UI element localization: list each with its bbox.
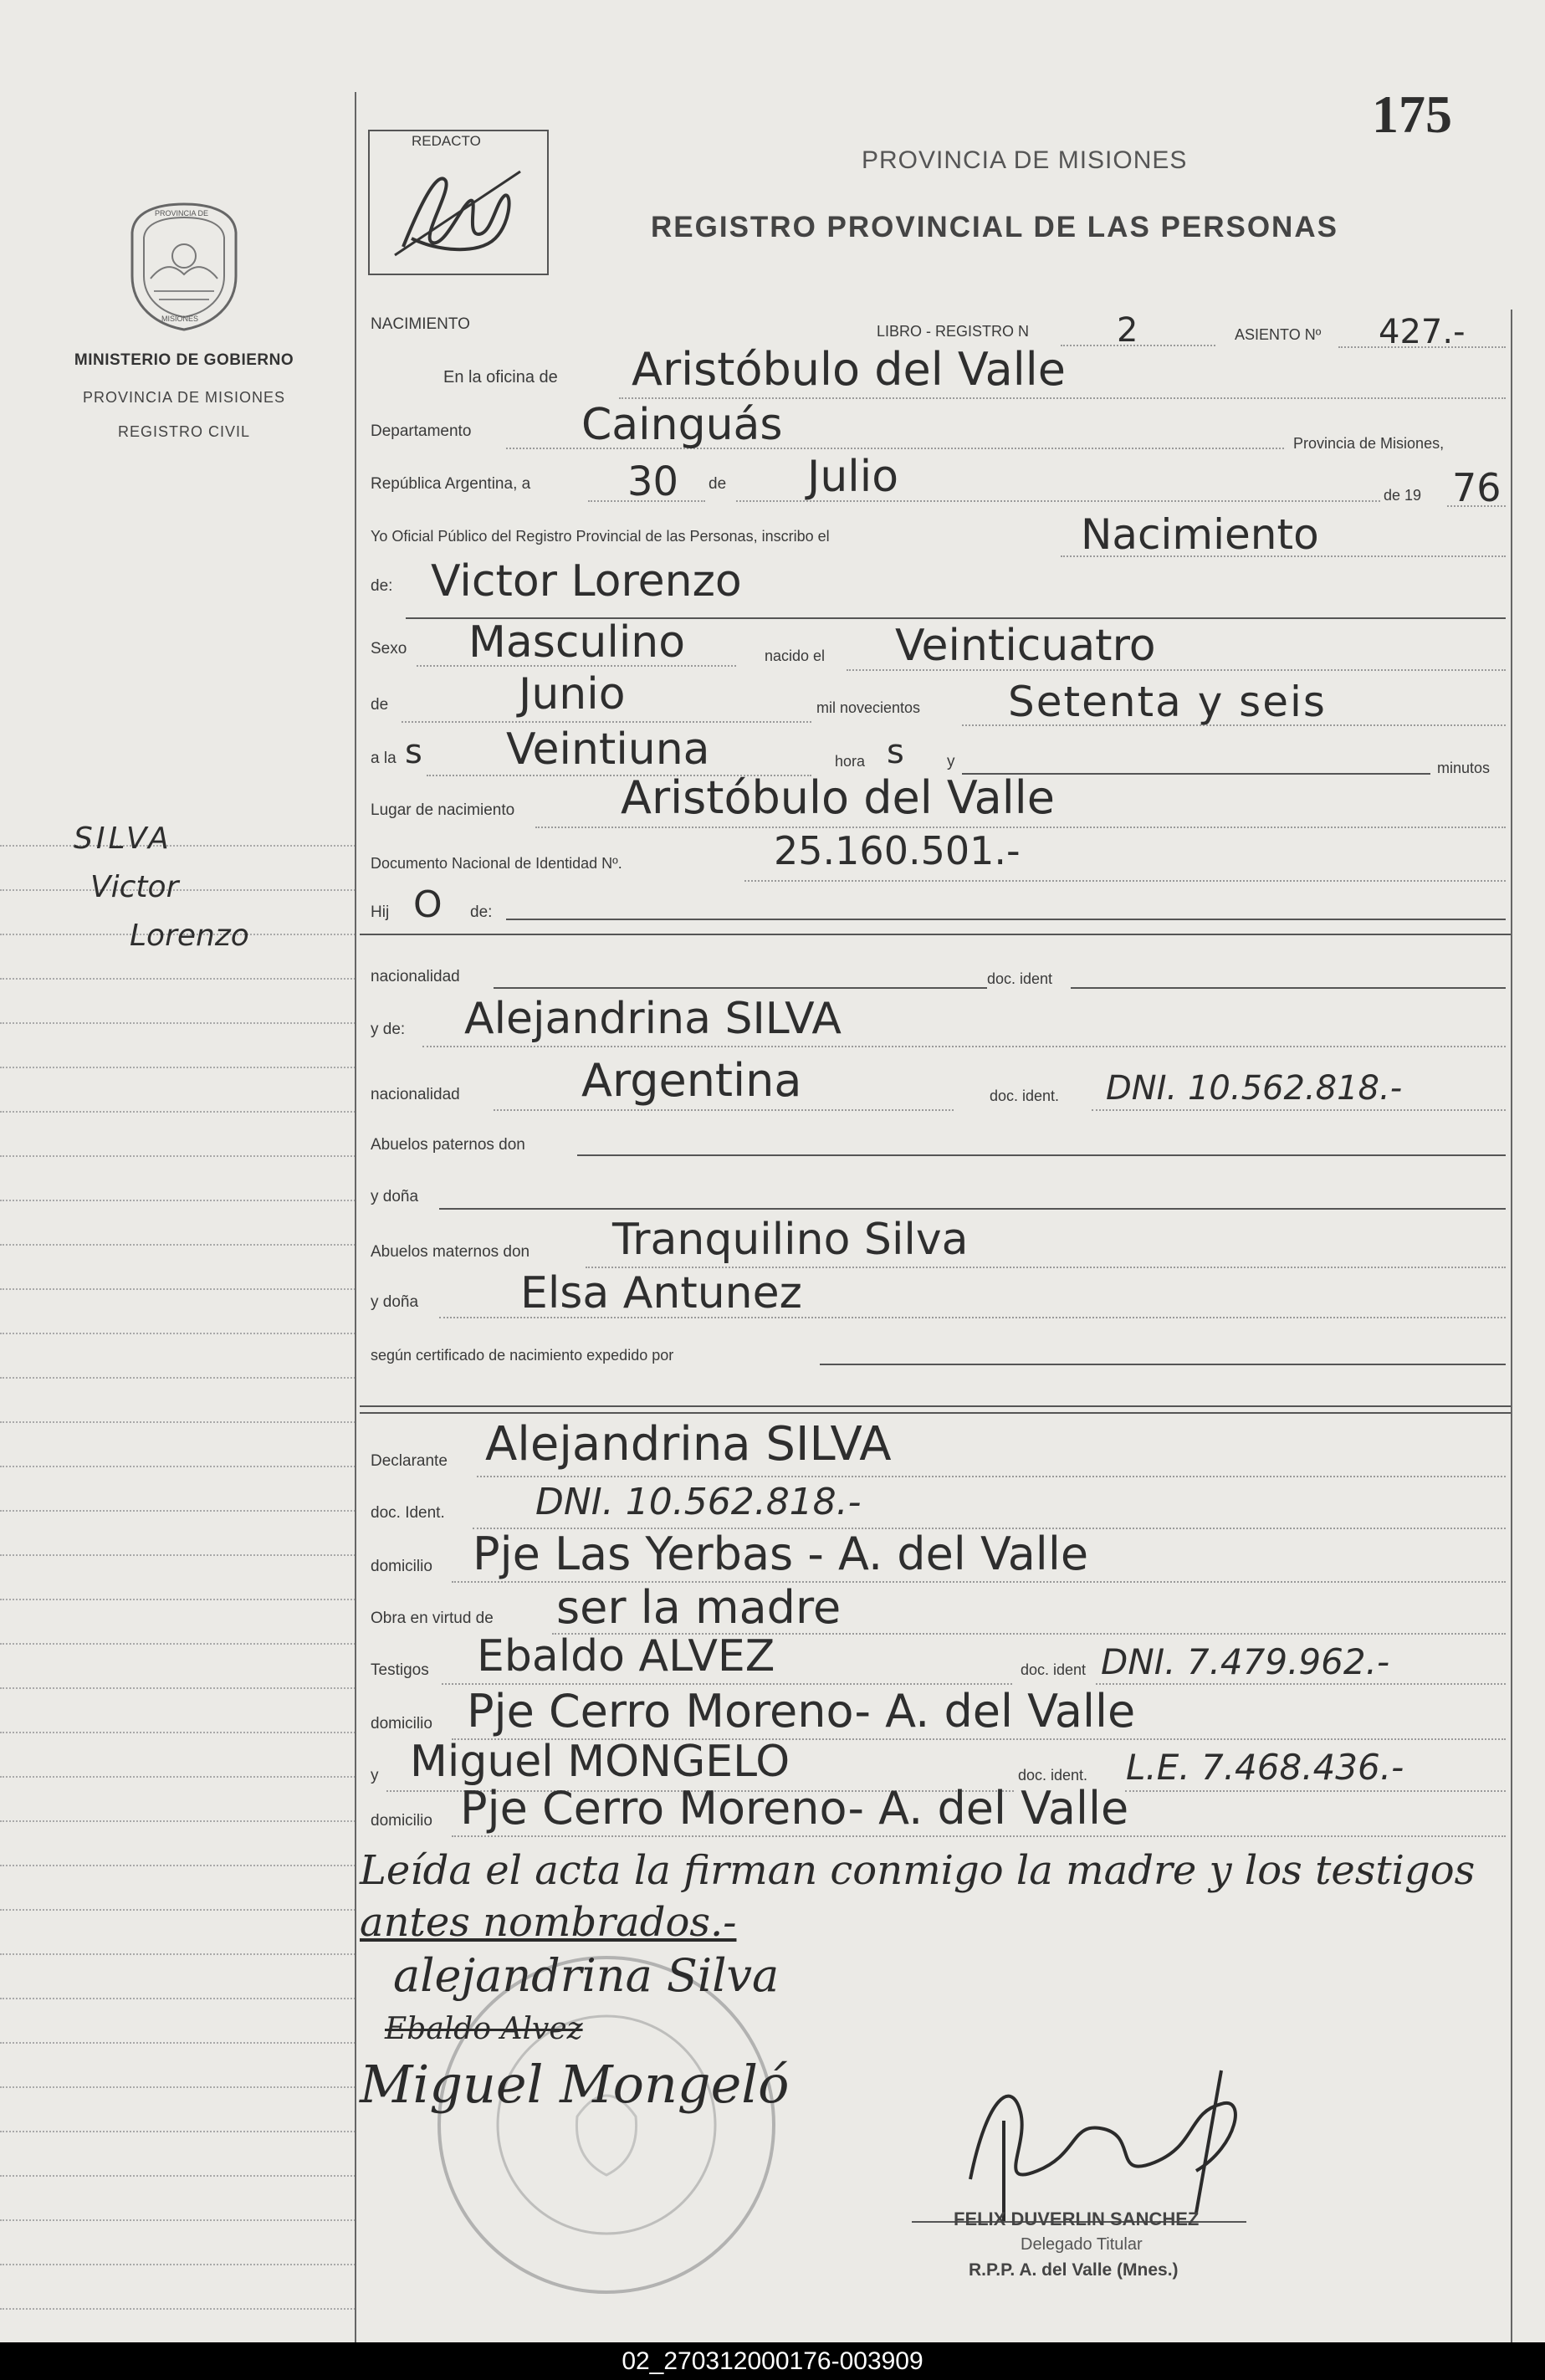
mes-nac-value: Junio xyxy=(519,669,626,719)
seal-top-text: PROVINCIA DE xyxy=(155,209,209,218)
seal-bottom-text: MISIONES xyxy=(161,315,199,323)
domicilio3-label: domicilio xyxy=(371,1812,432,1830)
departamento-value: Cainguás xyxy=(581,400,783,450)
horas-suffix: s xyxy=(887,733,904,771)
testigo2-value: Miguel MONGELO xyxy=(410,1737,790,1787)
dia-value: 30 xyxy=(627,458,679,505)
domicilio-label: domicilio xyxy=(371,1558,432,1575)
libro-value: 2 xyxy=(1117,311,1138,350)
acto-value: Nacimiento xyxy=(1081,510,1319,559)
nacionalidad-label: nacionalidad xyxy=(371,968,460,985)
obra-value: ser la madre xyxy=(556,1581,842,1634)
ydona2-label: y doña xyxy=(371,1293,419,1311)
libro-label: LIBRO - REGISTRO N xyxy=(877,323,1030,340)
asiento-label: ASIENTO Nº xyxy=(1235,326,1322,343)
left-frame-line xyxy=(355,92,356,2342)
ministry-name: MINISTERIO DE GOBIERNO xyxy=(74,351,294,369)
signature-mother: alejandrina Silva xyxy=(393,1949,780,2002)
yde-label: y de: xyxy=(371,1021,406,1038)
y-label: y xyxy=(947,753,955,770)
de3-label: de: xyxy=(470,903,493,921)
official-signature xyxy=(945,2045,1297,2229)
province-seal-icon xyxy=(125,199,243,333)
sexo-label: Sexo xyxy=(371,640,407,658)
redacto-signature xyxy=(386,155,529,264)
ministry-province: PROVINCIA DE MISIONES xyxy=(82,389,286,406)
oficina-label: En la oficina de xyxy=(443,368,558,386)
domicilio2-value: Pje Cerro Moreno- A. del Valle xyxy=(467,1685,1136,1738)
domicilio2-label: domicilio xyxy=(371,1715,432,1733)
sexo-value: Masculino xyxy=(468,617,686,668)
domicilio-value: Pje Las Yerbas - A. del Valle xyxy=(473,1528,1089,1580)
declarante-dni-value: DNI. 10.562.818.- xyxy=(535,1481,862,1523)
closing-statement-line2: antes nombrados.- xyxy=(360,1899,737,1946)
official-stamp-icon xyxy=(431,1949,782,2301)
testigo1-dni-value: DNI. 7.479.962.- xyxy=(1101,1641,1390,1682)
horas-label: hora xyxy=(835,753,866,770)
de2-label: de xyxy=(371,696,389,714)
abuela-materna-value: Elsa Antunez xyxy=(520,1268,802,1318)
minutos-label: minutos xyxy=(1437,760,1491,776)
official-office: R.P.P. A. del Valle (Mnes.) xyxy=(969,2260,1179,2280)
madre-value: Alejandrina SILVA xyxy=(464,994,842,1044)
ydona-label: y doña xyxy=(371,1188,419,1205)
testigo1-value: Ebaldo ALVEZ xyxy=(477,1631,775,1681)
mes-value: Julio xyxy=(807,452,899,502)
image-id-footer: 02_270312000176-003909 xyxy=(0,2342,1545,2380)
lugar-value: Aristóbulo del Valle xyxy=(621,771,1055,824)
y2-label: y xyxy=(371,1767,379,1784)
asiento-value: 427.- xyxy=(1379,313,1466,351)
de19-label: de 19 xyxy=(1384,487,1422,504)
madre-dni-value: DNI. 10.562.818.- xyxy=(1106,1069,1403,1108)
anio-value: 76 xyxy=(1452,465,1502,510)
abuelos-maternos-label: Abuelos maternos don xyxy=(371,1243,530,1261)
doc-ident3-label: doc. Ident. xyxy=(371,1504,445,1522)
doc-ident2-label: doc. ident. xyxy=(990,1088,1060,1104)
official-role: Delegado Titular xyxy=(1021,2235,1143,2254)
province-heading: PROVINCIA DE MISIONES xyxy=(862,146,1188,174)
doc-ident-label: doc. ident xyxy=(987,970,1053,987)
margin-note-middle-name: Lorenzo xyxy=(130,919,249,953)
abuelos-paternos-label: Abuelos paternos don xyxy=(371,1136,525,1154)
mil-label: mil novecientos xyxy=(816,699,921,716)
oficial-label: Yo Oficial Público del Registro Provincial de las Personas, inscribo el xyxy=(371,528,830,545)
doc-ident5-label: doc. ident. xyxy=(1018,1767,1088,1784)
official-name: FELIX DUVERLIN SANCHEZ xyxy=(954,2209,1200,2229)
obra-label: Obra en virtud de xyxy=(371,1610,494,1627)
de-label: de xyxy=(709,475,727,493)
doc-ident4-label: doc. ident xyxy=(1021,1661,1087,1678)
ala-suffix: s xyxy=(405,733,422,771)
republica-label: República Argentina, a xyxy=(371,475,531,493)
lugar-label: Lugar de nacimiento xyxy=(371,801,515,819)
persona-value: Victor Lorenzo xyxy=(431,556,742,607)
nacimiento-label: NACIMIENTO xyxy=(371,315,470,333)
declarante-label: Declarante xyxy=(371,1452,448,1470)
hij-label: Hij xyxy=(371,903,390,921)
domicilio3-value: Pje Cerro Moreno- A. del Valle xyxy=(460,1782,1129,1835)
nacionalidad2-label: nacionalidad xyxy=(371,1086,460,1103)
nacido-value: Veinticuatro xyxy=(895,621,1156,671)
hij-value: O xyxy=(413,883,443,926)
abuelo-materno-value: Tranquilino Silva xyxy=(612,1215,969,1265)
dni-value: 25.160.501.- xyxy=(774,828,1021,873)
testigo2-dni-value: L.E. 7.468.436.- xyxy=(1126,1747,1404,1788)
page-number: 175 xyxy=(1372,84,1452,144)
ministry-registry: REGISTRO CIVIL xyxy=(117,423,251,440)
segun-label: según certificado de nacimiento expedido por xyxy=(371,1347,674,1364)
redacto-box xyxy=(368,130,549,275)
right-frame-line xyxy=(1511,310,1512,2342)
signature-witness2: Miguel Mongeló xyxy=(360,2054,790,2115)
dni-label: Documento Nacional de Identidad Nº. xyxy=(371,855,622,872)
departamento-label: Departamento xyxy=(371,422,472,440)
provincia-label: Provincia de Misiones, xyxy=(1293,435,1445,452)
de-persona-label: de: xyxy=(371,577,393,595)
nacido-label: nacido el xyxy=(765,647,826,664)
signature-witness1: Ebaldo Alvez xyxy=(385,2012,583,2046)
hora-value: Veintiuna xyxy=(506,724,710,775)
nacionalidad2-value: Argentina xyxy=(581,1054,802,1107)
declarante-value: Alejandrina SILVA xyxy=(485,1417,892,1472)
margin-note-name: Victor xyxy=(90,870,179,904)
margin-note-surname: SILVA xyxy=(74,821,172,856)
oficina-value: Aristóbulo del Valle xyxy=(632,343,1066,396)
closing-statement-line1: Leída el acta la firman conmigo la madre y los testigos xyxy=(360,1847,1476,1894)
testigos-label: Testigos xyxy=(371,1661,429,1679)
anio-nac-value: Setenta y seis xyxy=(1008,678,1327,726)
ala-label: a la xyxy=(371,750,396,767)
registry-heading: REGISTRO PROVINCIAL DE LAS PERSONAS xyxy=(651,211,1338,243)
redacto-label: REDACTO xyxy=(412,133,481,149)
